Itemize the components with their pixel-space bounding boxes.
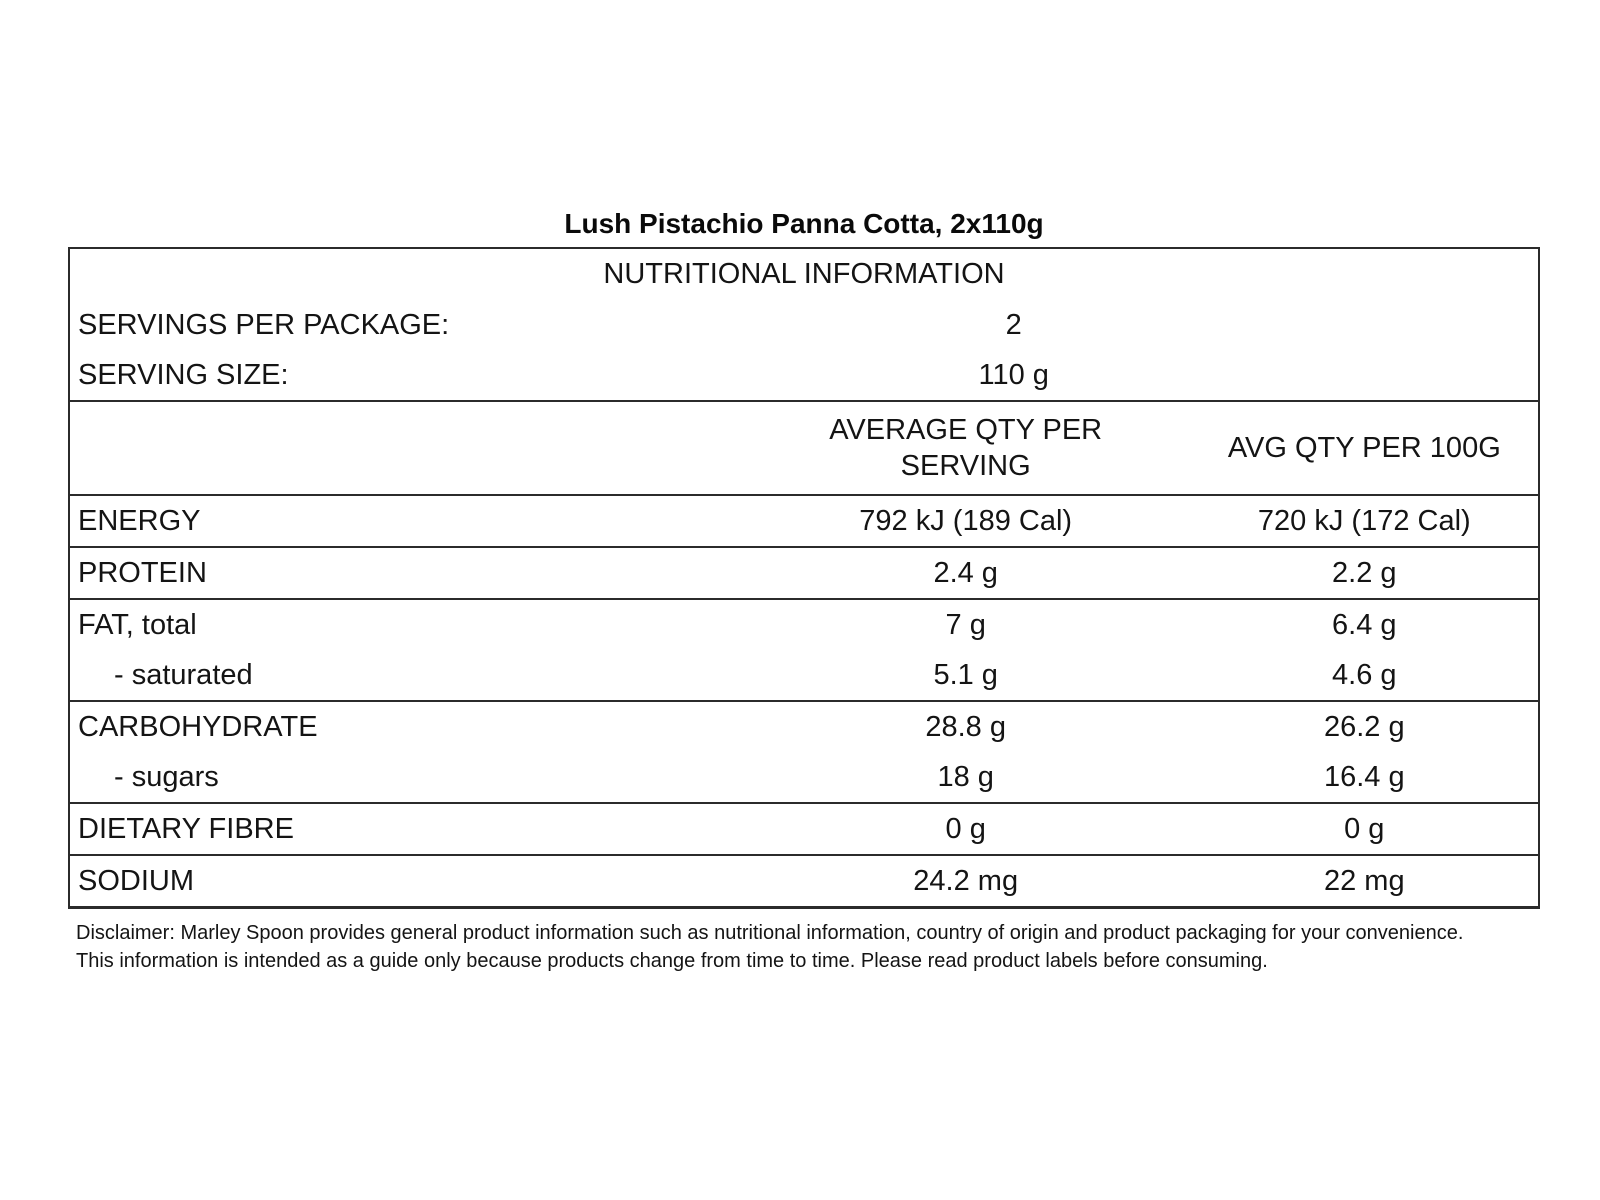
- servings-per-package-value: 2: [1005, 308, 1022, 341]
- nutrient-label: SODIUM: [78, 864, 194, 897]
- empty-cell: [69, 401, 741, 495]
- serving-size-cell: [741, 350, 1191, 401]
- column-header-per-serving: AVERAGE QTY PER SERVING: [829, 413, 1103, 482]
- per-100g-value: 0 g: [1191, 803, 1539, 855]
- table-row-protein: [69, 547, 1539, 599]
- table-row-energy: [69, 495, 1539, 547]
- table-row-servings: [69, 300, 1539, 350]
- nutrient-label: DIETARY FIBRE: [69, 803, 741, 855]
- table-row-sodium: [69, 855, 1539, 908]
- per-serving-value: 24.2 mg: [913, 864, 1019, 897]
- per-serving-value: 0 g: [741, 803, 1191, 855]
- empty-cell: [1191, 350, 1539, 401]
- serving-size-value: 110 g: [978, 358, 1049, 391]
- servings-per-package-label: SERVINGS PER PACKAGE:: [78, 308, 450, 341]
- product-title: Lush Pistachio Panna Cotta, 2x110g: [564, 208, 1044, 239]
- table-row-fat-saturated: [69, 650, 1539, 701]
- per-serving-value: 2.4 g: [741, 547, 1191, 599]
- table-row-serving-size: [69, 350, 1539, 401]
- per-serving-value: 792 kJ (189 Cal): [741, 495, 1191, 547]
- empty-cell: [1191, 300, 1539, 350]
- column-header-per-100g: AVG QTY PER 100G: [1191, 401, 1539, 495]
- servings-per-package-cell: [741, 300, 1191, 350]
- table-row-dietary-fibre: [69, 803, 1539, 855]
- disclaimer-line-1: Disclaimer: Marley Spoon provides general product information such as nutritional information, country of origin and product packaging for your convenience.: [76, 922, 1464, 944]
- per-100g-value: 26.2 g: [1323, 710, 1405, 743]
- per-100g-value: 4.6 g: [1191, 650, 1539, 701]
- table-row-header-title: [69, 248, 1539, 300]
- per-serving-value: 7 g: [945, 608, 986, 641]
- column-header-per-serving-cell: [741, 401, 1191, 495]
- nutrient-sublabel: - sugars: [69, 752, 741, 803]
- nutrition-label-page: [68, 208, 1540, 975]
- table-title: NUTRITIONAL INFORMATION: [603, 258, 1005, 290]
- per-100g-value: 720 kJ (172 Cal): [1191, 495, 1539, 547]
- disclaimer: [68, 919, 1540, 975]
- table-row-carbohydrate: [69, 701, 1539, 752]
- disclaimer-line-2: This information is intended as a guide only because products change from time to time. Please read product labels before consuming.: [76, 950, 1268, 972]
- nutrient-label: FAT, total: [78, 608, 197, 641]
- per-100g-value: 2.2 g: [1191, 547, 1539, 599]
- per-100g-value: 16.4 g: [1191, 752, 1539, 803]
- nutrient-sublabel: - saturated: [69, 650, 741, 701]
- nutrition-table: [68, 247, 1540, 909]
- nutrient-label: ENERGY: [69, 495, 741, 547]
- per-100g-value: 6.4 g: [1332, 608, 1397, 641]
- per-serving-value: 28.8 g: [925, 710, 1006, 743]
- table-row-fat-total: [69, 599, 1539, 650]
- per-100g-value: 22 mg: [1323, 864, 1405, 897]
- serving-size-label: SERVING SIZE:: [69, 350, 741, 401]
- nutrient-label: PROTEIN: [69, 547, 741, 599]
- per-serving-value: 18 g: [741, 752, 1191, 803]
- table-row-column-headers: [69, 401, 1539, 495]
- per-serving-value: 5.1 g: [741, 650, 1191, 701]
- nutrient-label: CARBOHYDRATE: [78, 710, 318, 743]
- table-row-sugars: [69, 752, 1539, 803]
